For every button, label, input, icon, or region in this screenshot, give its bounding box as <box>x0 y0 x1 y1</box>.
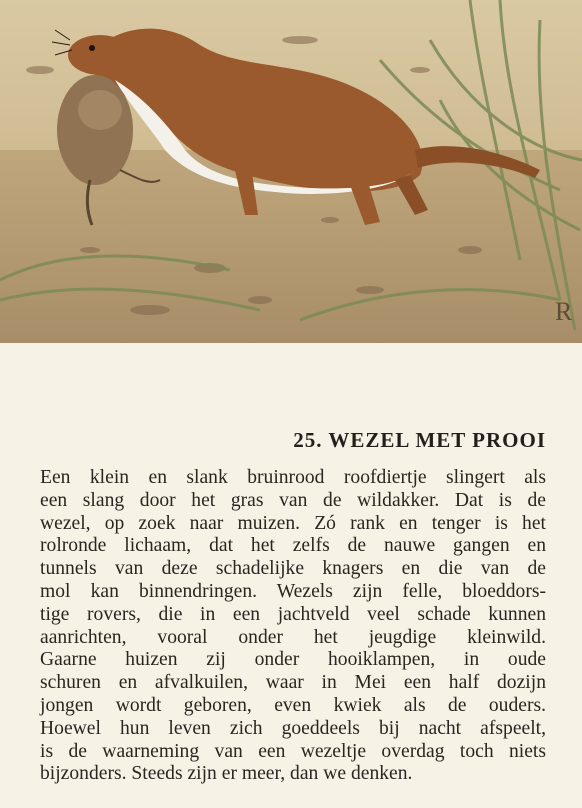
paragraph-line: bijzonders. Steeds zijn er meer, dan we denken. <box>40 763 413 785</box>
paragraph-line: Hoewel hun leven zich goeddeels bij nacht afspeelt, <box>40 717 546 739</box>
paragraph-line: schuren en afvalkuilen, waar in Mei een half dozijn <box>40 672 546 694</box>
paragraph-line: Gaarne huizen zij onder hooiklampen, in oude <box>40 649 546 671</box>
paragraph-line: een slang door het gras van de wildakker. Dat is de <box>40 489 546 511</box>
paragraph-line: jongen wordt geboren, even kwiek als de ouders. <box>40 694 546 716</box>
paragraph-line: Een klein en slank bruinrood roofdiertje slingert als <box>40 467 546 488</box>
description-paragraph <box>40 467 546 786</box>
paragraph-line: tunnels van deze schadelijke knagers en die van de <box>40 558 546 580</box>
paragraph-line: tige rovers, die in een jachtveld veel schade kunnen <box>40 603 546 625</box>
text-block <box>40 428 546 786</box>
paragraph-line: is de waarneming van een wezeltje overdag toch niets <box>40 740 546 762</box>
card-number: 25. <box>293 428 323 452</box>
weasel-illustration <box>0 0 582 343</box>
card-title <box>40 428 546 453</box>
paragraph-line: rolronde lichaam, dat het zelfs de nauwe gangen en <box>40 535 546 557</box>
artist-signature: R <box>555 297 573 326</box>
paragraph-line: mol kan binnendringen. Wezels zijn felle, bloeddors- <box>40 580 546 602</box>
paragraph-line: wezel, op zoek naar muizen. Zó rank en tenger is het <box>40 512 546 534</box>
paragraph-line: aanrichten, vooral onder het jeugdige kleinwild. <box>40 626 546 648</box>
card-title-text: WEZEL MET PROOI <box>328 428 546 452</box>
